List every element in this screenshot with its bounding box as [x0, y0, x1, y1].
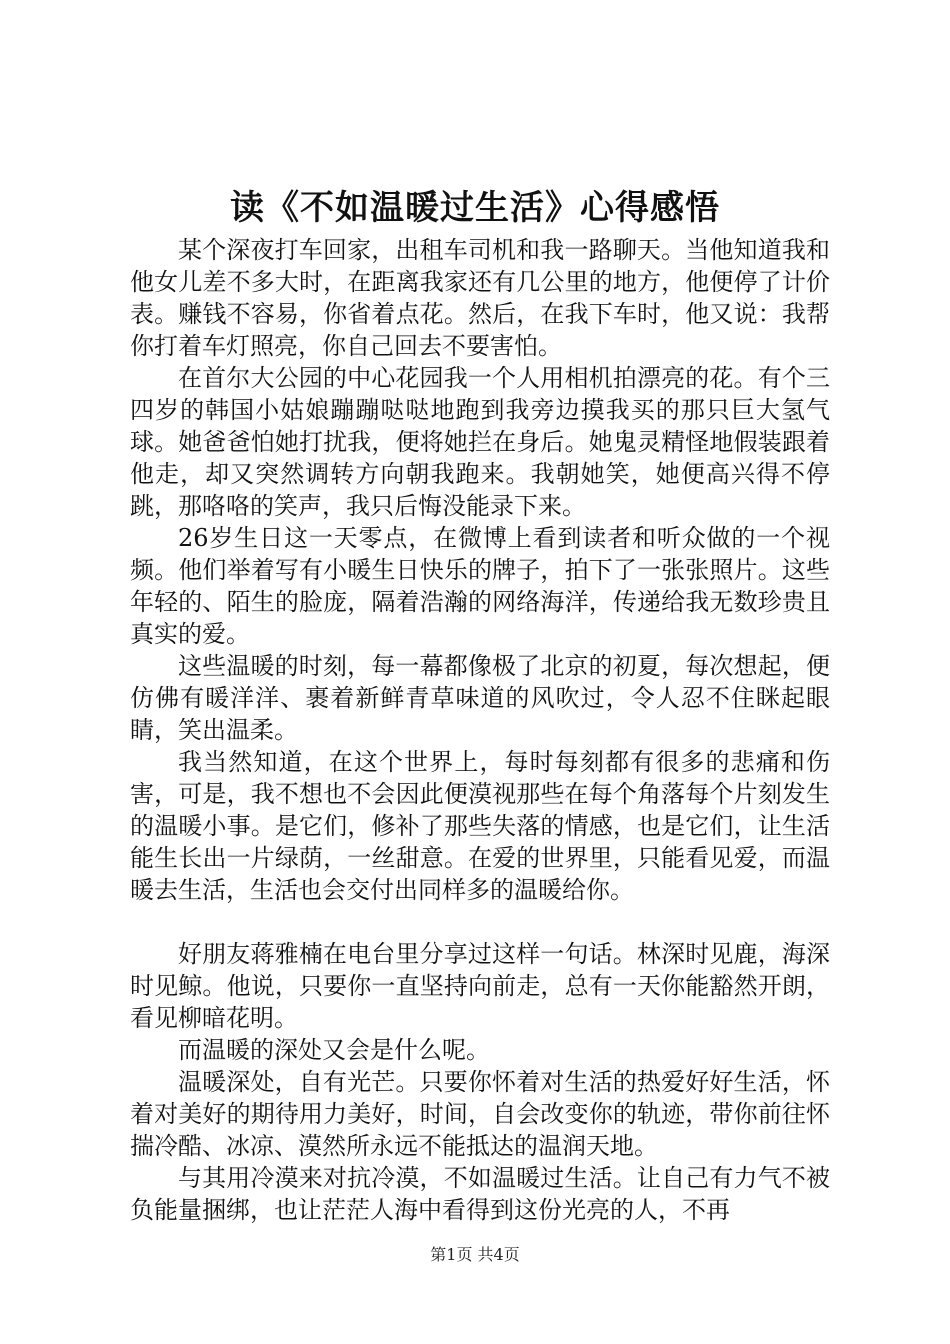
document-body — [130, 234, 830, 1226]
document-title: 读《不如温暖过生活》心得感悟 — [230, 188, 720, 228]
paragraph: 而温暖的深处又会是什么呢。 — [178, 1036, 490, 1064]
paragraph: 某个深夜打车回家，出租车司机和我一路聊天。当他知道我和他女儿差不多大时，在距离我家还有几公里的地方，他便停了计价表。赚钱不容易，你省着点花。然后，在我下车时，他又说：我帮你打着车灯照亮，你自己回去不要害怕。 — [130, 236, 830, 360]
paragraph: 26岁生日这一天零点，在微博上看到读者和听众做的一个视频。他们举着写有小暖生日快乐的牌子，拍下了一张张照片。这些年轻的、陌生的脸庞，隔着浩瀚的网络海洋，传递给我无数珍贵且真实的爱。 — [130, 524, 830, 648]
page-number-footer: 第1页 共4页 — [430, 1245, 520, 1264]
paragraph: 好朋友蒋雅楠在电台里分享过这样一句话。林深时见鹿，海深时见鲸。他说，只要你一直坚持向前走，总有一天你能豁然开朗，看见柳暗花明。 — [130, 940, 830, 1032]
paragraph: 与其用冷漠来对抗冷漠，不如温暖过生活。让自己有力气不被负能量捆绑，也让茫茫人海中看得到这份光亮的人，不再 — [130, 1164, 830, 1224]
paragraph: 在首尔大公园的中心花园我一个人用相机拍漂亮的花。有个三四岁的韩国小姑娘蹦蹦哒哒地跑到我旁边摸我买的那只巨大氢气球。她爸爸怕她打扰我，便将她拦在身后。她鬼灵精怪地假装跟着他走，却又突然调转方向朝我跑来。我朝她笑，她便高兴得不停跳，那咯咯的笑声，我只后悔没能录下来。 — [130, 364, 830, 520]
paragraph-gap — [130, 906, 830, 938]
paragraph: 温暖深处，自有光芒。只要你怀着对生活的热爱好好生活，怀着对美好的期待用力美好，时间，自会改变你的轨迹，带你前往怀揣冷酷、冰凉、漠然所永远不能抵达的温润天地。 — [130, 1068, 830, 1160]
paragraph: 这些温暖的时刻，每一幕都像极了北京的初夏，每次想起，便仿佛有暖洋洋、裹着新鲜青草味道的风吹过，令人忍不住眯起眼睛，笑出温柔。 — [130, 652, 830, 744]
paragraph: 我当然知道，在这个世界上，每时每刻都有很多的悲痛和伤害，可是，我不想也不会因此便漠视那些在每个角落每个片刻发生的温暖小事。是它们，修补了那些失落的情感，也是它们，让生活能生长出一片绿荫，一丝甜意。在爱的世界里，只能看见爱，而温暖去生活，生活也会交付出同样多的温暖给你。 — [130, 748, 830, 904]
